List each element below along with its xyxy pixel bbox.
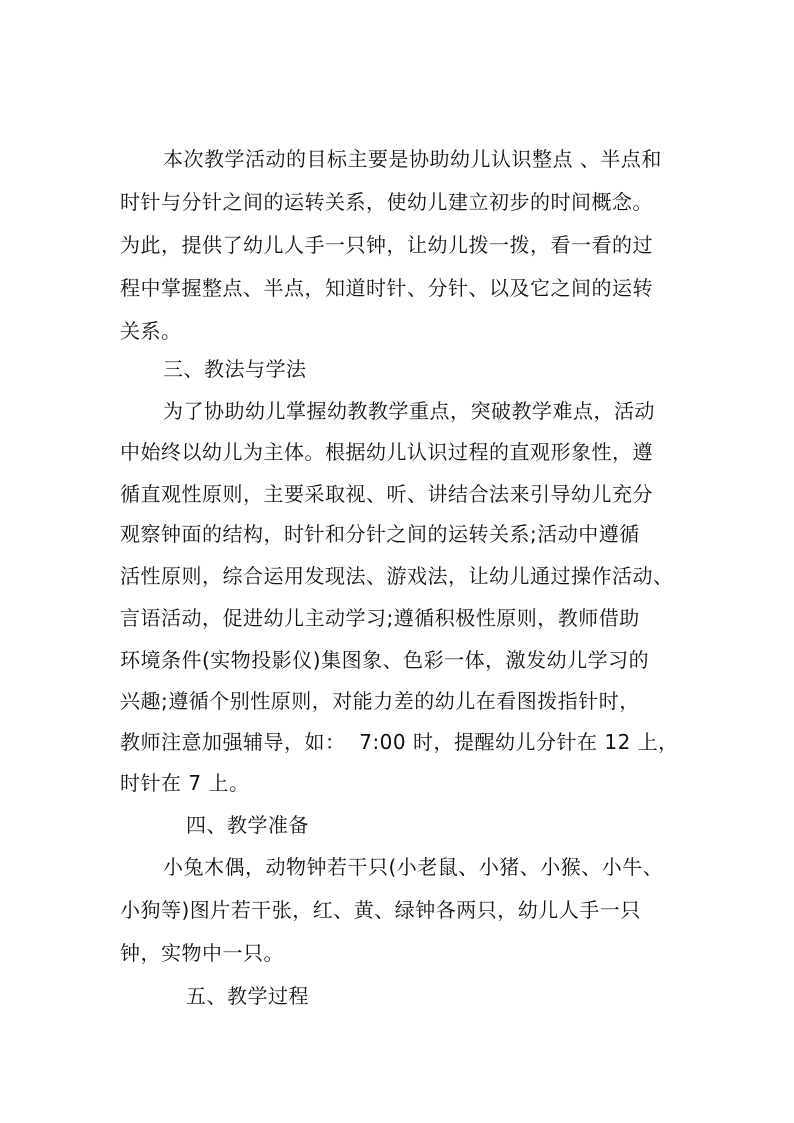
paragraph-2-line-2: 中始终以幼儿为主体。根据幼儿认识过程的直观形象性，遵 (120, 440, 653, 464)
section-heading-preparation: 四、教学准备 (186, 813, 309, 837)
paragraph-3-line-2: 小狗等)图片若干张，红、黄、绿钟各两只，幼儿人手一只 (120, 898, 641, 922)
paragraph-2-line-4: 观察钟面的结构，时针和分针之间的运转关系;活动中遵循 (120, 522, 640, 546)
paragraph-1-line-5: 关系。 (120, 319, 182, 343)
paragraph-2-line-6: 言语活动，促进幼儿主动学习;遵循积极性原则，教师借助 (120, 606, 640, 630)
paragraph-2-line-8: 兴趣;遵循个别性原则，对能力差的幼儿在看图拨指针时， (120, 689, 640, 713)
paragraph-2-line-5: 活性原则，综合运用发现法、游戏法，让幼儿通过操作活动、 (120, 564, 674, 588)
paragraph-2-line-10: 时针在 7 上。 (120, 771, 250, 795)
paragraph-2-line-3: 循直观性原则，主要采取视、听、讲结合法来引导幼儿充分 (120, 482, 653, 506)
section-heading-process: 五、教学过程 (186, 984, 309, 1008)
paragraph-2-line-1: 为了协助幼儿掌握幼教教学重点，突破教学难点，活动 (163, 399, 655, 423)
paragraph-1-line-2: 时针与分针之间的运转关系，使幼儿建立初步的时间概念。 (120, 190, 653, 214)
paragraph-1-line-4: 程中掌握整点、半点，知道时针、分针、以及它之间的运转 (120, 276, 653, 300)
paragraph-1-line-3: 为此，提供了幼儿人手一只钟，让幼儿拨一拨，看一看的过 (120, 233, 653, 257)
paragraph-2-line-9: 教师注意加强辅导，如： 7:00 时，提醒幼儿分针在 12 上， (120, 730, 679, 754)
paragraph-2-line-7: 环境条件(实物投影仪)集图象、色彩一体，激发幼儿学习的 (120, 648, 650, 672)
paragraph-3-line-3: 钟，实物中一只。 (120, 941, 284, 965)
paragraph-1-line-1: 本次教学活动的目标主要是协助幼儿认识整点 、半点和 (163, 147, 662, 171)
paragraph-3-line-1: 小兔木偶，动物钟若干只(小老鼠、小猪、小猴、小牛、 (163, 855, 664, 879)
section-heading-methods: 三、教法与学法 (163, 357, 307, 381)
